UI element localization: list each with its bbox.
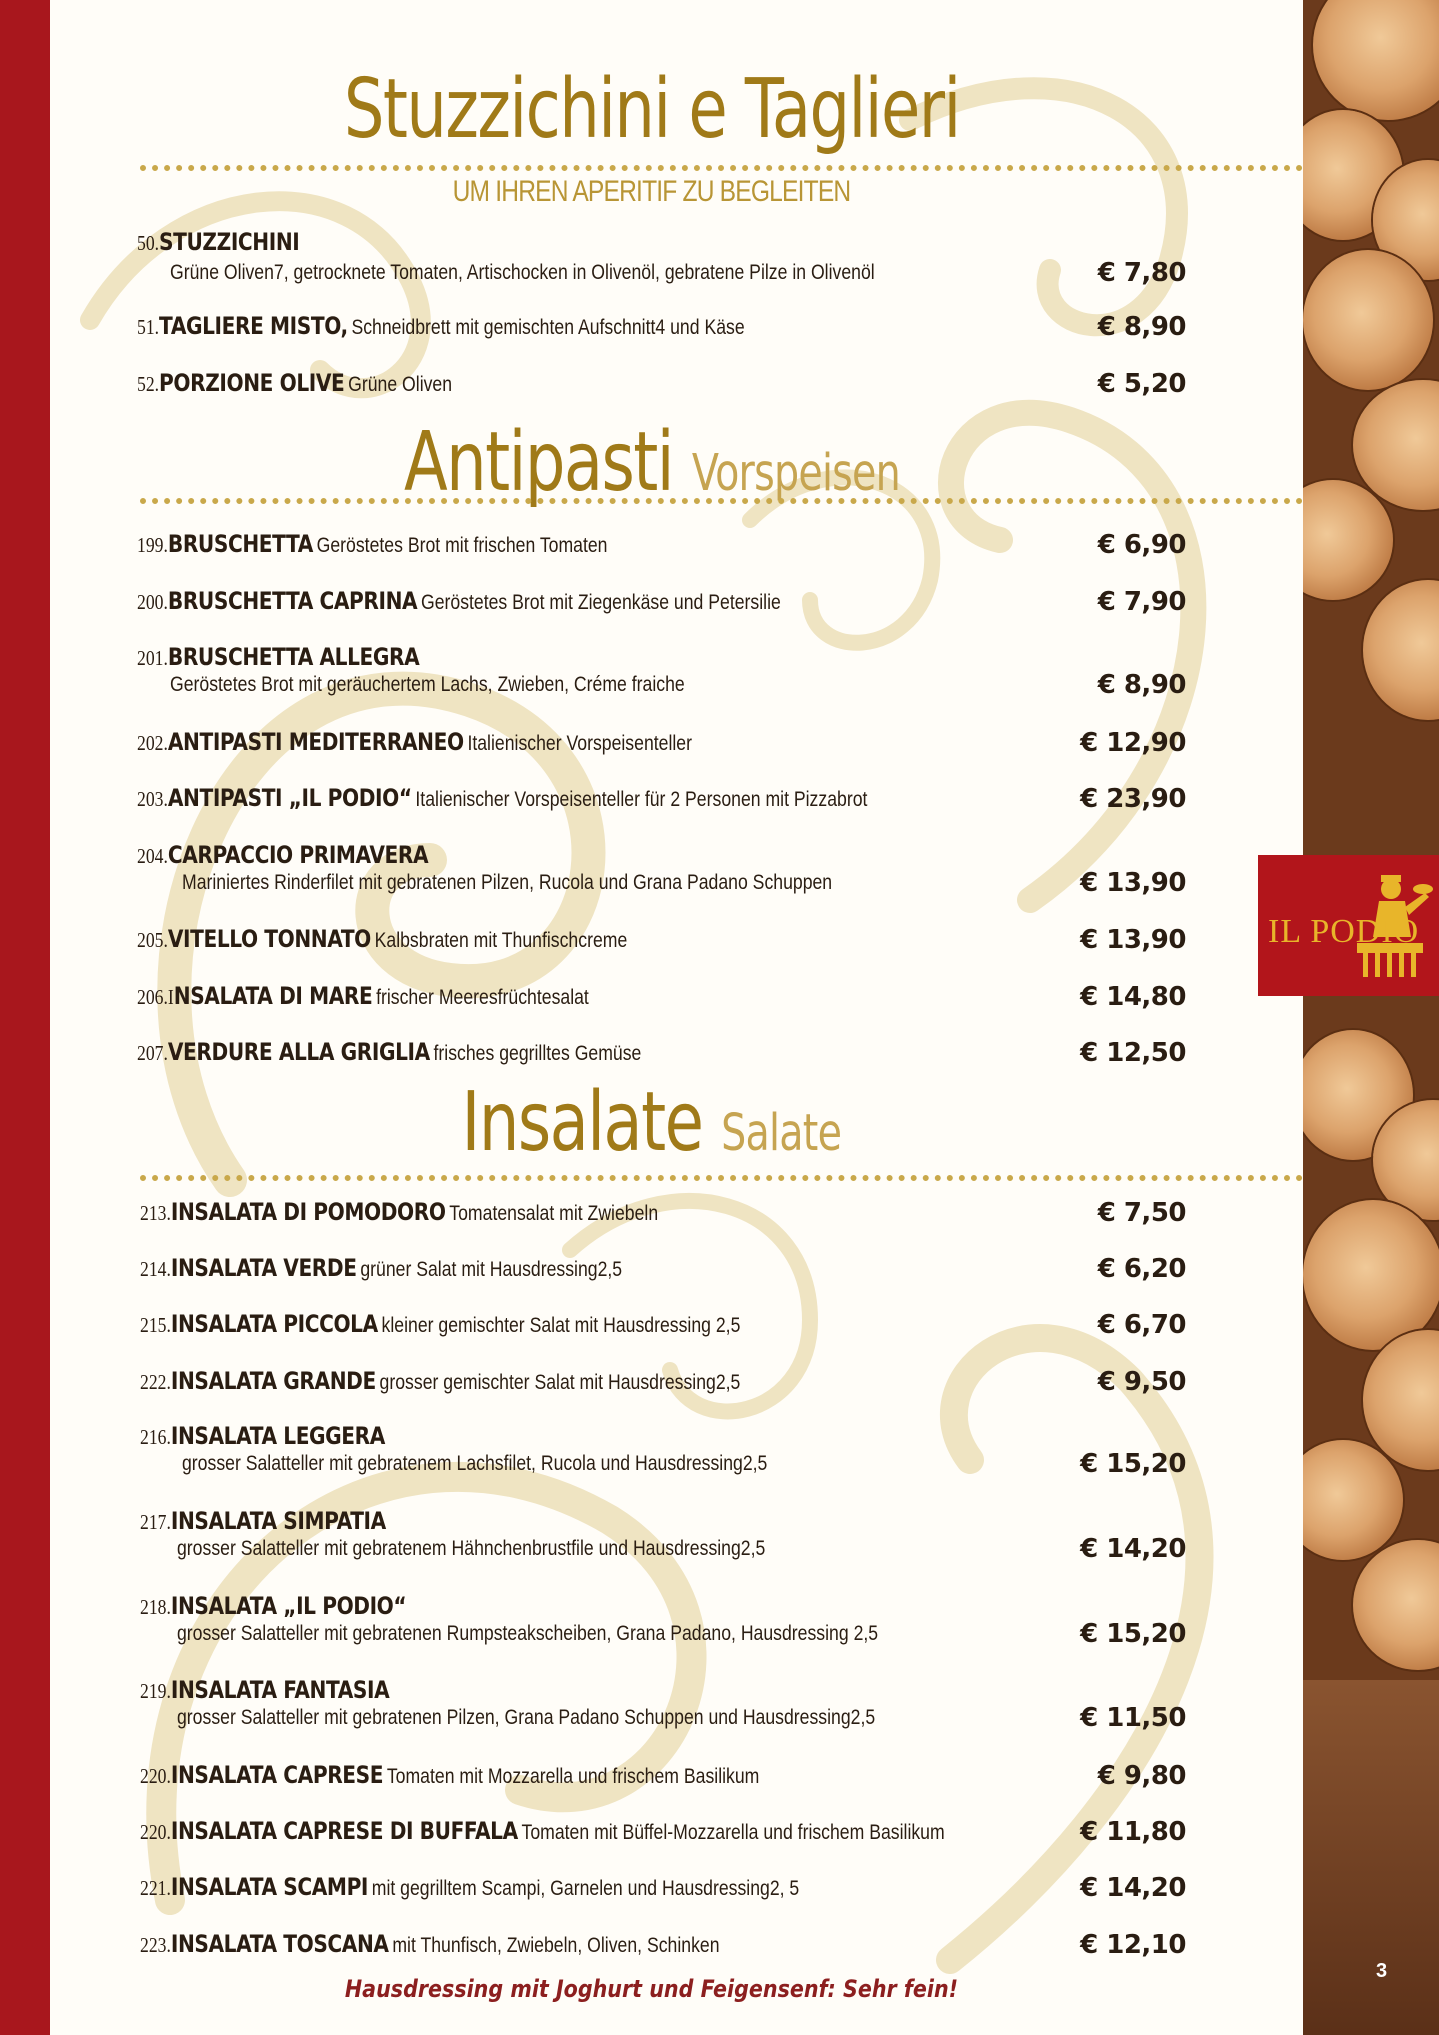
item-description: Kalbsbraten mit Thunfischcreme [374, 929, 628, 952]
item-price: € 12,10 [1080, 1930, 1186, 1960]
item-description: Geröstetes Brot mit Ziegenkäse und Petersilie [420, 591, 781, 614]
section-title-antipasti [0, 415, 1303, 510]
item-name: STUZZICHINI [159, 228, 300, 256]
item-price: € 14,20 [1080, 1534, 1186, 1564]
item-description: grosser Salatteller mit gebratenem Hähnchenbrustfile und Hausdressing2,5 [177, 1537, 766, 1560]
item-description: Italienischer Vorspeisenteller für 2 Personen mit Pizzabrot [415, 788, 868, 811]
item-name: INSALATA LEGGERA [170, 1422, 385, 1450]
section-title-stuzzichini [0, 62, 1303, 157]
item-price: € 6,20 [1097, 1254, 1186, 1284]
item-name: INSALATA TOSCANA [170, 1930, 389, 1958]
item-number: 50. [137, 231, 160, 255]
section-subtitle: UM IHREN APERITIF ZU BEGLEITEN [452, 175, 851, 208]
item-name: INSALATA FANTASIA [170, 1676, 390, 1704]
item-description: Tomatensalat mit Zwiebeln [449, 1202, 659, 1225]
item-price: € 5,20 [1097, 369, 1186, 399]
item-number: 221. [140, 1876, 171, 1900]
item-number: 222. [140, 1370, 171, 1394]
item-name: ANTIPASTI MEDITERRANEO [167, 728, 464, 756]
item-description: kleiner gemischter Salat mit Hausdressing 2,5 [381, 1314, 741, 1337]
item-price: € 8,90 [1097, 312, 1186, 342]
item-name: BRUSCHETTA [167, 530, 313, 558]
item-number: 200. [137, 590, 168, 614]
item-number: 52. [137, 372, 160, 396]
item-description: grüner Salat mit Hausdressing2,5 [360, 1258, 623, 1281]
item-price: € 12,50 [1080, 1038, 1186, 1068]
section-title-sub: Salate [721, 1103, 842, 1162]
item-name: INSALATA SIMPATIA [170, 1507, 386, 1535]
section-title-insalate [0, 1075, 1303, 1170]
item-description: frisches gegrilltes Gemüse [433, 1042, 642, 1065]
item-number: 202. [137, 731, 168, 755]
page-number: 3 [1376, 1960, 1388, 1982]
item-name: INSALATA CAPRESE DI BUFFALA [170, 1817, 518, 1845]
item-price: € 11,50 [1080, 1703, 1186, 1733]
section-title-sub: Vorspeisen [691, 443, 900, 502]
item-number: 51. [137, 315, 160, 339]
item-name: INSALATA GRANDE [170, 1367, 376, 1395]
footer-note: Hausdressing mit Joghurt und Feigensenf: Sehr fein! [344, 1975, 959, 2003]
item-number: 216. [140, 1425, 171, 1449]
item-description: grosser Salatteller mit gebratenen Pilzen, Grana Padano Schuppen und Hausdressing2,5 [177, 1706, 876, 1729]
section-title-text: Insalate [461, 1075, 703, 1170]
section-divider [140, 498, 1303, 504]
item-description: grosser Salatteller mit gebratenen Rumpsteakscheiben, Grana Padano, Hausdressing 2,5 [177, 1622, 879, 1645]
item-name: INSALATA PICCOLA [170, 1310, 378, 1338]
item-number: 220. [140, 1764, 171, 1788]
item-description: grosser Salatteller mit gebratenem Lachsfilet, Rucola und Hausdressing2,5 [182, 1452, 768, 1475]
item-number: 218. [140, 1595, 171, 1619]
item-name: CARPACCIO PRIMAVERA [167, 841, 429, 869]
item-price: € 6,90 [1097, 530, 1186, 560]
item-name: BRUSCHETTA CAPRINA [167, 587, 418, 615]
item-price: € 9,50 [1097, 1367, 1186, 1397]
section-divider [140, 165, 1303, 171]
section-title-text: Antipasti [403, 415, 673, 510]
log [1303, 1440, 1403, 1560]
log [1363, 580, 1439, 720]
item-description: mit gegrilltem Scampi, Garnelen und Hausdressing2, 5 [371, 1877, 800, 1900]
item-name: TAGLIERE MISTO, [159, 312, 348, 340]
item-description: Grüne Oliven [348, 373, 453, 396]
item-description: Grüne Oliven7, getrocknete Tomaten, Artischocken in Olivenöl, gebratene Pilze in Olivenöl [170, 261, 875, 284]
item-number: 199. [137, 533, 168, 557]
item-number: 220. [140, 1820, 171, 1844]
item-description: Tomaten mit Mozzarella und frischem Basilikum [386, 1765, 760, 1788]
item-name: INSALATA VERDE [170, 1254, 357, 1282]
item-name: ANTIPASTI „IL PODIO“ [167, 784, 412, 812]
item-price: € 14,20 [1080, 1873, 1186, 1903]
item-price: € 23,90 [1080, 784, 1186, 814]
item-name: NSALATA DI MARE [173, 982, 373, 1010]
item-price: € 15,20 [1080, 1449, 1186, 1479]
item-price: € 7,90 [1097, 587, 1186, 617]
log [1353, 1540, 1439, 1670]
log [1313, 0, 1439, 120]
item-price: € 11,80 [1080, 1817, 1186, 1847]
item-price: € 6,70 [1097, 1310, 1186, 1340]
section-title-text: Stuzzichini e Taglieri [343, 62, 960, 157]
item-description: Geröstetes Brot mit frischen Tomaten [316, 534, 608, 557]
item-number: 205. [137, 928, 168, 952]
section-divider [140, 1175, 1303, 1181]
item-name: INSALATA SCAMPI [170, 1873, 369, 1901]
item-number: 213. [140, 1201, 171, 1225]
item-name: BRUSCHETTA ALLEGRA [167, 643, 420, 671]
logo-text: IL PODIO [1268, 913, 1420, 950]
item-description: grosser gemischter Salat mit Hausdressing2,5 [379, 1371, 741, 1394]
item-description: frischer Meeresfrüchtesalat [376, 986, 589, 1009]
item-number: 214. [140, 1257, 171, 1281]
item-price: € 7,50 [1097, 1198, 1186, 1228]
item-price: € 12,90 [1080, 728, 1186, 758]
item-name: INSALATA CAPRESE [170, 1761, 384, 1789]
item-number: 206.I [137, 985, 174, 1009]
item-price: € 13,90 [1080, 925, 1186, 955]
item-number: 215. [140, 1313, 171, 1337]
item-description: Tomaten mit Büffel-Mozzarella und frischem Basilikum [521, 1821, 945, 1844]
item-number: 207. [137, 1041, 168, 1065]
item-number: 219. [140, 1679, 171, 1703]
item-number: 203. [137, 787, 168, 811]
item-number: 201. [137, 646, 168, 670]
item-name: VERDURE ALLA GRIGLIA [167, 1038, 430, 1066]
table-surface [1303, 1680, 1439, 2035]
item-description: Mariniertes Rinderfilet mit gebratenen Pilzen, Rucola und Grana Padano Schuppen [182, 871, 833, 894]
item-number: 223. [140, 1933, 171, 1957]
item-price: € 13,90 [1080, 868, 1186, 898]
log [1303, 250, 1433, 390]
item-description: mit Thunfisch, Zwiebeln, Oliven, Schinken [392, 1934, 720, 1957]
item-description: Schneidbrett mit gemischten Aufschnitt4 und Käse [351, 316, 745, 339]
item-name: PORZIONE OLIVE [159, 369, 345, 397]
item-price: € 14,80 [1080, 982, 1186, 1012]
item-price: € 9,80 [1097, 1761, 1186, 1791]
item-description: Italienischer Vorspeisenteller [467, 732, 692, 755]
item-name: INSALATA DI POMODORO [170, 1198, 446, 1226]
wood-logs-strip [1303, 0, 1439, 2035]
item-number: 217. [140, 1510, 171, 1534]
log [1303, 480, 1393, 600]
item-price: € 15,20 [1080, 1619, 1186, 1649]
item-number: 204. [137, 844, 168, 868]
log [1303, 1200, 1439, 1350]
item-name: VITELLO TONNATO [167, 925, 371, 953]
left-red-border [0, 0, 50, 2035]
item-name: INSALATA „IL PODIO“ [170, 1592, 407, 1620]
item-description: Geröstetes Brot mit geräuchertem Lachs, Zwieben, Créme fraiche [170, 673, 685, 696]
il-podio-logo [1258, 855, 1439, 996]
item-price: € 8,90 [1097, 670, 1186, 700]
item-price: € 7,80 [1097, 258, 1186, 288]
